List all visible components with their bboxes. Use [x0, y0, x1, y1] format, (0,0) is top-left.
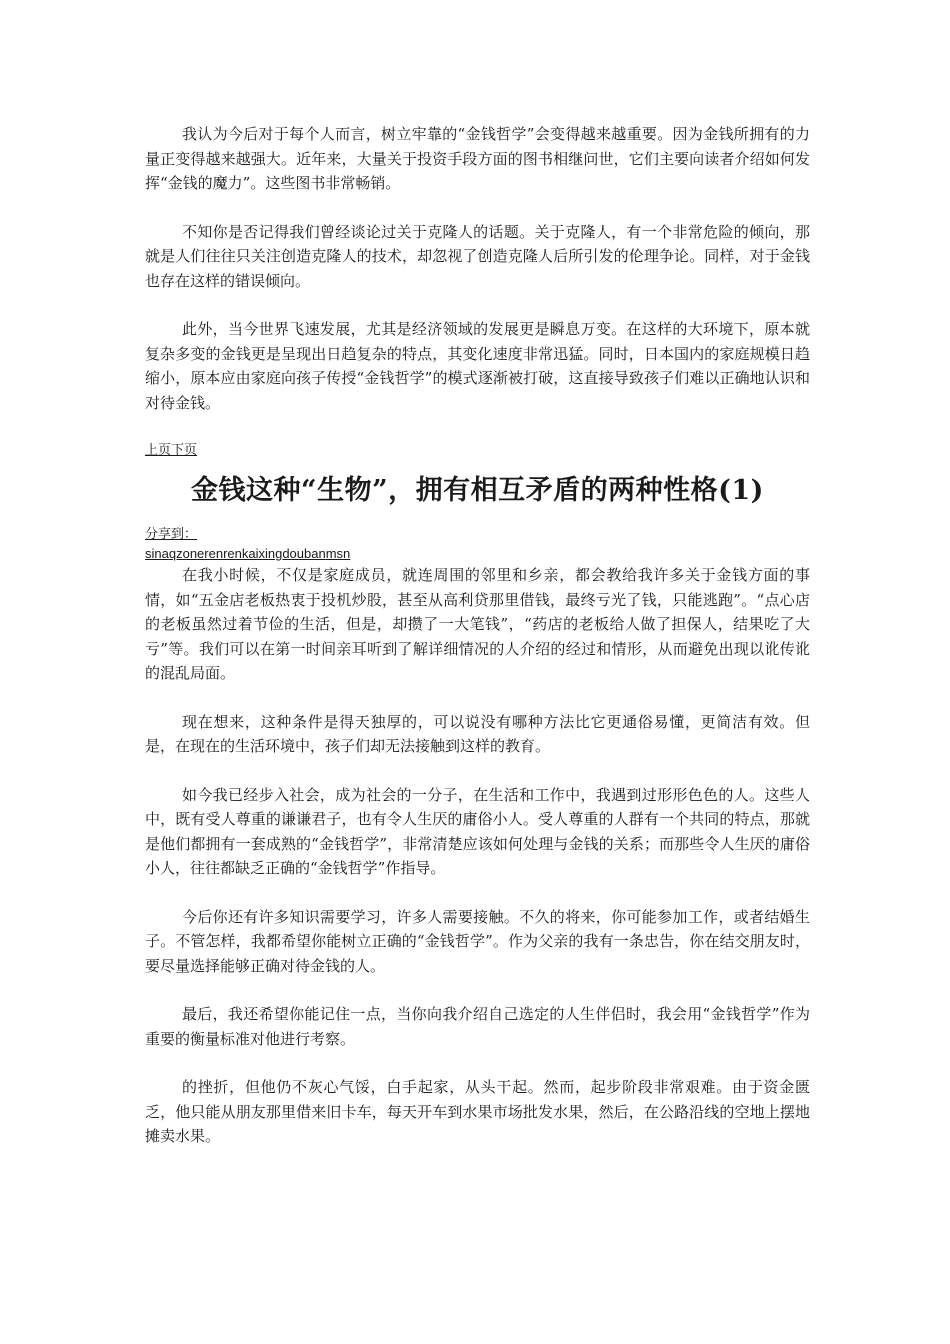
body-paragraph: 现在想来，这种条件是得天独厚的，可以说没有哪种方法比它更通俗易懂，更简洁有效。但是，在现在的生活环境中，孩子们却无法接触到这样的教育。 [145, 712, 810, 755]
share-link-kaixing[interactable]: kaixing [241, 546, 283, 561]
share-link-renren[interactable]: renren [204, 546, 242, 561]
body-paragraph: 在我小时候，不仅是家庭成员，就连周围的邻里和乡亲，都会教给我许多关于金钱方面的事情，如“五金店老板热衷于投机炒股，甚至从高利贷那里借钱，最终亏光了钱，只能逃跑”。“点心店的老板虽然过着节俭的生活，但是，却攒了一大笔钱”，“药店的老板给人做了担保人，结果吃了大亏”等。我们可以在第一时间亲耳听到了解详细情况的人介绍的经过和情形，从而避免出现以讹传讹的混乱局面。 [145, 566, 810, 682]
intro-paragraph: 不知你是否记得我们曾经谈论过关于克隆人的话题。关于克隆人，有一个非常危险的倾向，那就是人们往往只关注创造克隆人的技术，却忽视了创造克隆人后所引发的伦理争论。同样，对于金钱也存在这样的错误倾向。 [145, 222, 810, 290]
prev-page-link[interactable]: 上页 [145, 443, 172, 458]
share-link-douban[interactable]: douban [282, 546, 326, 561]
share-link-qzone[interactable]: qzone [168, 546, 205, 561]
share-link-msn[interactable]: msn [325, 546, 351, 561]
intro-paragraph: 此外，当今世界飞速发展，尤其是经济领域的发展更是瞬息万变。在这样的大环境下，原本就复杂多变的金钱更是呈现出日趋复杂的特点，其变化速度非常迅猛。同时，日本国内的家庭规模日趋缩小，原本应由家庭向孩子传授“金钱哲学”的模式逐渐被打破，这直接导致孩子们难以正确地认识和对待金钱。 [145, 320, 810, 412]
share-links [145, 546, 810, 561]
article-title: 金钱这种“生物”，拥有相互矛盾的两种性格(1) [191, 475, 764, 506]
share-link-sina[interactable]: sina [145, 546, 169, 561]
intro-paragraph: 我认为今后对于每个人而言，树立牢靠的“金钱哲学”会变得越来越重要。因为金钱所拥有的力量正变得越来越强大。近年来，大量关于投资手段方面的图书相继问世，它们主要向读者介绍如何发挥“金钱的魔力”。这些图书非常畅销。 [145, 125, 810, 192]
body-paragraph: 如今我已经步入社会，成为社会的一分子，在生活和工作中，我遇到过形形色色的人。这些人中，既有受人尊重的谦谦君子，也有令人生厌的庸俗小人。受人尊重的人群有一个共同的特点，那就是他们都拥有一套成熟的“金钱哲学”，非常清楚应该如何处理与金钱的关系；而那些令人生厌的庸俗小人，往往都缺乏正确的“金钱哲学”作指导。 [145, 785, 810, 877]
body-paragraph: 今后你还有许多知识需要学习，许多人需要接触。不久的将来，你可能参加工作，或者结婚生子。不管怎样，我都希望你能树立正确的“金钱哲学”。作为父亲的我有一条忠告，你在结交朋友时，要尽量选择能够正确对待金钱的人。 [145, 907, 810, 975]
share-bar [145, 523, 810, 561]
body-paragraph: 最后，我还希望你能记住一点，当你向我介绍自己选定的人生伴侣时，我会用“金钱哲学”作为重要的衡量标准对他进行考察。 [145, 1005, 810, 1048]
document-page [145, 122, 810, 1173]
next-page-link[interactable]: 下页 [171, 443, 198, 458]
body-paragraph: 的挫折，但他仍不灰心气馁，白手起家，从头干起。然而，起步阶段非常艰难。由于资金匮乏，他只能从朋友那里借来旧卡车，每天开车到水果市场批发水果，然后，在公路沿线的空地上摆地摊卖水果。 [145, 1078, 810, 1145]
page-navigation [145, 439, 810, 458]
share-label[interactable]: 分享到： [145, 527, 198, 542]
